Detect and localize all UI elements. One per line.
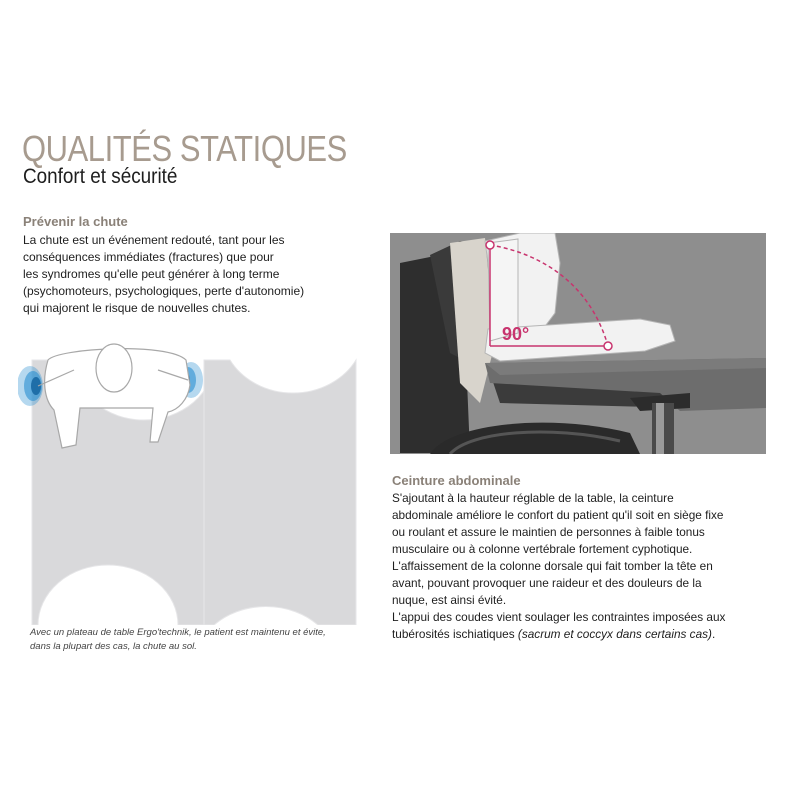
text-regular: tubérosités ischiatiques: [392, 627, 518, 641]
section-heading-belt: Ceinture abdominale: [392, 473, 521, 488]
section-body-fall: [23, 232, 304, 317]
text-end: .: [711, 627, 716, 641]
section-heading-fall: Prévenir la chute: [23, 214, 128, 229]
section-body-belt: [392, 490, 725, 643]
angle-label: 90°: [502, 324, 530, 344]
page-title: QUALITÉS STATIQUES: [22, 128, 347, 169]
text-line: S'ajoutant à la hauteur réglable de la table, la ceinture: [392, 491, 674, 505]
text-line: La chute est un événement redouté, tant pour les: [23, 233, 285, 247]
figure-caption: [30, 626, 326, 654]
text-line-last: [392, 626, 725, 643]
text-line: qui majorent le risque de nouvelles chutes.: [23, 301, 251, 315]
text-line: L'appui des coudes vient soulager les contraintes imposées aux: [392, 610, 726, 624]
text-line: L'affaissement de la colonne dorsale qui fait tomber la tête en: [392, 559, 713, 573]
caption-line: Avec un plateau de table Ergo'technik, le patient est maintenu et évite,: [30, 627, 326, 638]
text-line: nuque, est ainsi évité.: [392, 593, 507, 607]
right-table-tray: [204, 360, 356, 625]
seated-patient-illustration: [390, 233, 766, 454]
text-line: abdominale améliore le confort du patient qu'il soit en siège fixe: [392, 508, 724, 522]
caption-line: dans la plupart des cas, la chute au sol.: [30, 641, 197, 652]
text-line: musculaire ou à colonne vertébrale fortement cyphotique.: [392, 542, 693, 556]
text-line: les syndromes qu'elle peut générer à long terme: [23, 267, 280, 281]
table-topview-illustration: [18, 330, 363, 625]
text-line: conséquences immédiates (fractures) que pour: [23, 250, 274, 264]
page-subtitle: Confort et sécurité: [23, 165, 178, 188]
text-line: (psychomoteurs, psychologiques, perte d'autonomie): [23, 284, 305, 298]
text-line: ou roulant et assure le maintien de personnes à faible tonus: [392, 525, 705, 539]
text-italic: (sacrum et coccyx dans certains cas): [517, 627, 712, 641]
text-line: avant, pouvant provoquer une raideur et des douleurs de la: [392, 576, 702, 590]
